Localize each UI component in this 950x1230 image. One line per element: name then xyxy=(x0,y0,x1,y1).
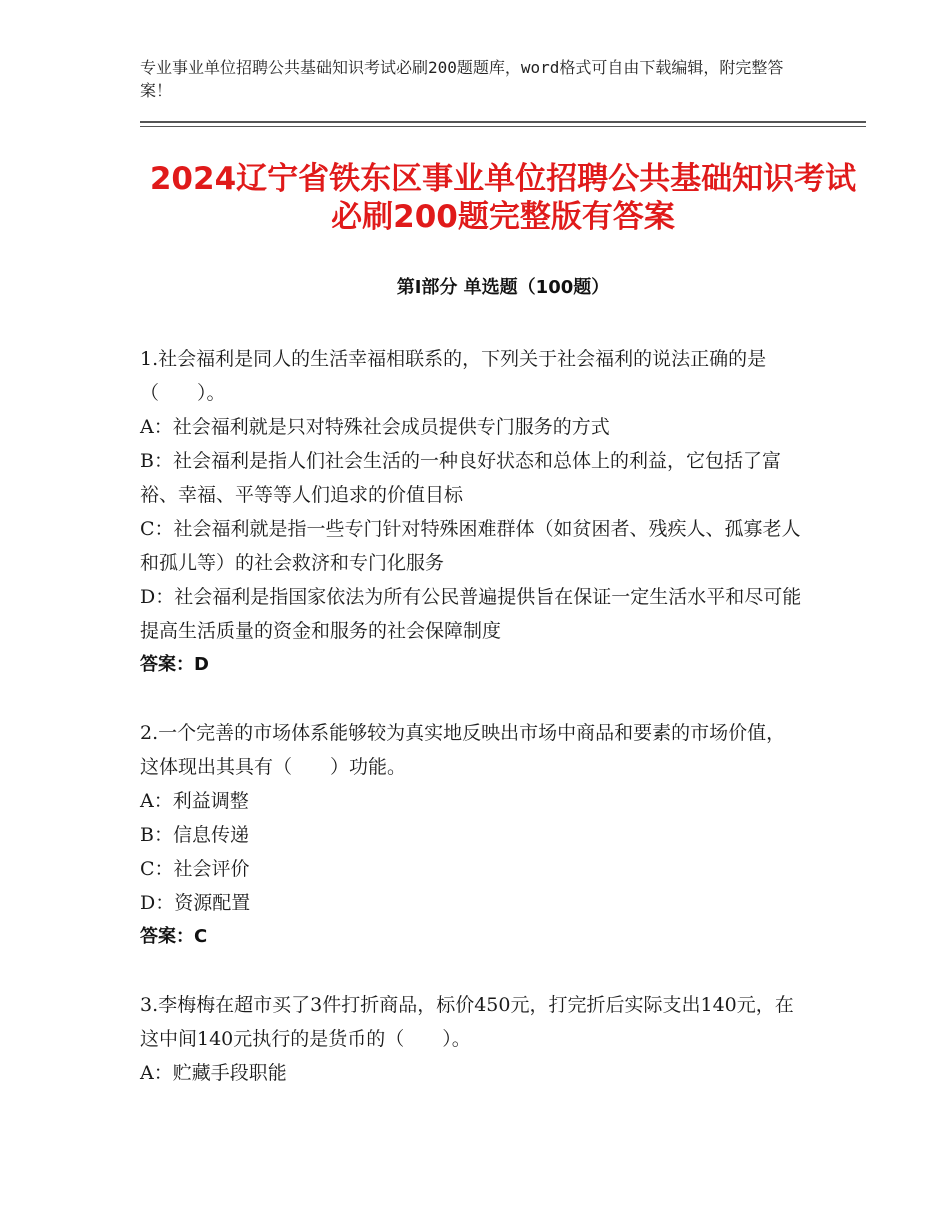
answer-label: 答案：D xyxy=(140,654,209,675)
option-b: B：信息传递 xyxy=(140,824,249,846)
option-a: A：社会福利就是只对特殊社会成员提供专门服务的方式 xyxy=(140,416,610,438)
answer-label: 答案：C xyxy=(140,926,208,947)
question-stem: 1.社会福利是同人的生活幸福相联系的，下列关于社会福利的说法正确的是（ ）。 xyxy=(140,348,767,404)
section-heading: 第Ⅰ部分 单选题（100题） xyxy=(396,277,610,298)
question-3 xyxy=(140,988,802,1090)
option-c: C：社会福利就是指一些专门针对特殊困难群体（如贫困者、残疾人、孤寡老人和孤儿等）的社会救济和专门化服务 xyxy=(140,518,801,574)
document-title: 2024辽宁省铁东区事业单位招聘公共基础知识考试必刷200题完整版有答案 xyxy=(149,161,857,235)
header-note: 专业事业单位招聘公共基础知识考试必刷200题题库，word格式可自由下载编辑，附完整答案！ xyxy=(140,58,784,100)
question-2 xyxy=(140,716,802,954)
question-1 xyxy=(140,342,802,682)
option-b: B：社会福利是指人们社会生活的一种良好状态和总体上的利益，它包括了富裕、幸福、平等等人们追求的价值目标 xyxy=(140,450,781,506)
question-list xyxy=(140,342,802,1124)
option-a: A：贮藏手段职能 xyxy=(140,1062,287,1084)
header-divider-thin xyxy=(140,126,866,127)
question-stem: 2.一个完善的市场体系能够较为真实地反映出市场中商品和要素的市场价值，这体现出其具有（ ）功能。 xyxy=(140,722,786,778)
option-d: D：社会福利是指国家依法为所有公民普遍提供旨在保证一定生活水平和尽可能提高生活质量的资金和服务的社会保障制度 xyxy=(140,586,802,642)
option-d: D：资源配置 xyxy=(140,892,251,914)
option-a: A：利益调整 xyxy=(140,790,249,812)
question-stem: 3.李梅梅在超市买了3件打折商品，标价450元，打完折后实际支出140元，在这中间140元执行的是货币的（ ）。 xyxy=(140,994,794,1050)
header-divider-thick xyxy=(140,121,866,123)
option-c: C：社会评价 xyxy=(140,858,250,880)
